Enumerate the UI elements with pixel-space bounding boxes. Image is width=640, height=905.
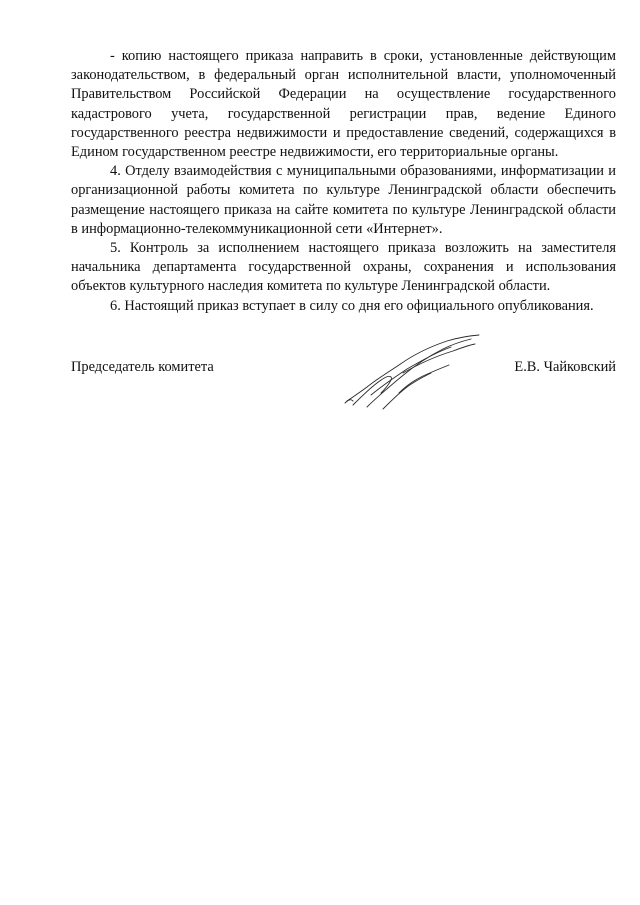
paragraph-item-6: 6. Настоящий приказ вступает в силу со дня его официального опубликования. bbox=[110, 297, 594, 314]
signatory-name: Е.В. Чайковский bbox=[514, 359, 616, 375]
signatory-title: Председатель комитета bbox=[71, 359, 214, 375]
paragraph-copy-distribution: - копию настоящего приказа направить в сроки, установленные действующим законодательством, в федеральный орган исполнительной власти, уполномоченный Правительством Российской Федерации на осуществление государственного кадастрового учета, государственной регистрации прав, ведение Единого государственного реестра недвижимости и предоставление сведений, содержащихся в Едином государственном реестре недвижимости, его территориальные органы. bbox=[71, 48, 616, 161]
paragraph-item-4: 4. Отделу взаимодействия с муниципальными образованиями, информатизации и организационной работы комитета по культуре Ленинградской области обеспечить размещение настоящего приказа на сайте комитета по культуре Ленинградской области в информационно-телекоммуникационной сети «Интернет». bbox=[71, 163, 616, 237]
document-body bbox=[71, 47, 616, 316]
paragraph-item-5: 5. Контроль за исполнением настоящего приказа возложить на заместителя начальника департамента государственной охраны, сохранения и использования объектов культурного наследия комитета по культуре Ленинградской области. bbox=[71, 240, 616, 295]
signature-block bbox=[71, 359, 616, 419]
